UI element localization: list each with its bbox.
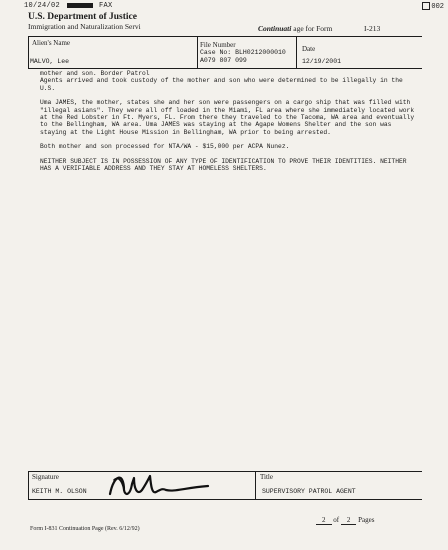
header-table-bottom-border [28, 68, 422, 69]
header-table-top-border [28, 36, 422, 37]
checkbox-icon [422, 2, 430, 10]
file-number-label: File Number [200, 41, 236, 49]
narrative-paragraph-2: Uma JAMES, the mother, states she and her son were passengers on a cargo ship that was filled with "illegal asians". They were all off loaded in the Miami, FL area where she immediately located work at the Red Lobster in Ft. Myers, FL. From there they traveled to the Tacoma, WA area and eventually to the Bellingham, WA area. Uma JAMES was staying at the Agape Womens Shelter and the son was staying at the Light House Mission in Bellingham, WA prior to being arrested. [40, 99, 415, 136]
fax-page-number: 002 [431, 2, 444, 11]
current-page: 2 [316, 516, 332, 525]
continuation-title [258, 24, 332, 33]
signature-table-bottom-border [28, 499, 422, 500]
header-table-left-border [28, 36, 29, 69]
file-number-value: A079 807 099 [200, 57, 247, 64]
alien-name-value: MALVO, Lee [30, 58, 70, 65]
signature-label: Signature [32, 473, 59, 481]
narrative-paragraph-4: NEITHER SUBJECT IS IN POSSESSION OF ANY TYPE OF IDENTIFICATION TO PROVE THEIR IDENTITIES. NEITHER HAS A VERIFIABLE ADDRESS AND THEY STAY AT HOMELESS SHELTERS. [40, 157, 407, 173]
signature-table-top-border [28, 471, 422, 472]
page-label: age for Form [293, 24, 333, 33]
form-number: I-213 [364, 24, 381, 33]
form-footer: Form I-831 Continuation Page (Rev. 6/12/92) [30, 526, 140, 532]
department-title: U.S. Department of Justice [28, 12, 137, 22]
narrative-body [40, 70, 420, 179]
pages-label: Pages [358, 516, 375, 524]
date-label: Date [302, 45, 316, 53]
date-value: 12/19/2001 [302, 58, 342, 65]
fax-header-date: 10/24/02 [24, 2, 61, 10]
pagination [316, 516, 374, 525]
header-table-divider-1 [197, 36, 198, 69]
redaction-bar [67, 3, 93, 8]
fax-header [24, 2, 113, 10]
fax-page-marker [422, 2, 444, 11]
narrative-paragraph-1: mother and son. Border Patrol Agents arrived and took custody of the mother and son who were determined to be illegally in the U.S. [40, 70, 403, 92]
continuation-label: Continuati [258, 24, 292, 33]
case-number-value: Case No: BLH0212000010 [200, 49, 286, 56]
title-value: SUPERVISORY PATROL AGENT [262, 488, 356, 495]
fax-header-label: FAX [99, 2, 113, 10]
title-label: Title [260, 473, 273, 481]
total-pages: 2 [341, 516, 357, 525]
pages-of-label: of [333, 516, 340, 524]
signature-table-left-border [28, 471, 29, 500]
signer-name: KEITH M. OLSON [32, 488, 87, 495]
alien-name-label: Alien's Name [32, 39, 71, 47]
handwritten-signature [104, 466, 214, 502]
header-table-divider-2 [296, 36, 297, 69]
agency-title: Immigration and Naturalization Servi [28, 22, 141, 31]
signature-table-divider [255, 471, 256, 500]
narrative-paragraph-3: Both mother and son processed for NTA/WA - $15,000 per ACPA Nunez. [40, 143, 290, 151]
